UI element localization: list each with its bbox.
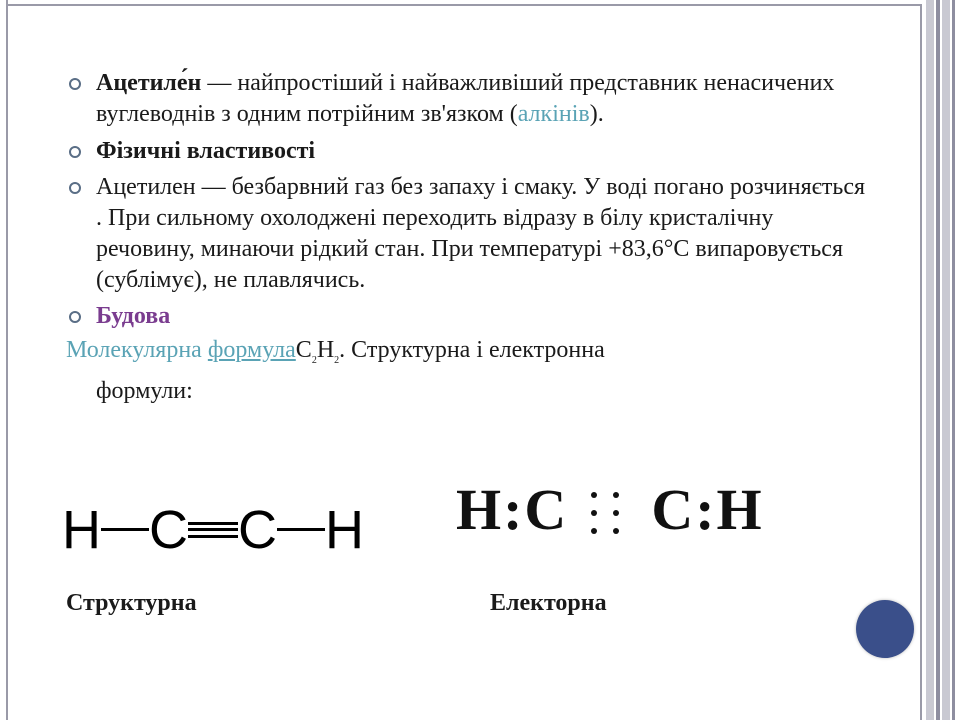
bullet-properties-text — [66, 172, 866, 296]
single-bond — [101, 528, 149, 531]
frame-top-line — [6, 4, 922, 6]
formula-sub: 2 — [311, 354, 317, 366]
term-acetylene: Ацетиле́н — [96, 70, 202, 96]
molecular-continuation: формули: — [96, 377, 193, 404]
bullet-definition — [66, 68, 866, 130]
definition-text: — найпростіший і найважливіший представник ненасичених вуглеводнів з одним потрійним зв'язком ( — [96, 70, 835, 127]
electronic-formula — [456, 478, 764, 546]
atom-h: H — [62, 500, 101, 560]
formula-sub: 2 — [334, 354, 340, 366]
molecular-formula-line — [66, 335, 866, 407]
decor-stripe — [952, 0, 955, 720]
frame-right-line — [920, 4, 922, 720]
bullet-icon — [69, 146, 81, 158]
decor-stripe — [936, 0, 940, 720]
slide-content — [66, 68, 866, 407]
heading-structure: Будова — [96, 303, 171, 329]
formula-link[interactable]: формула — [207, 337, 296, 363]
bullet-icon — [69, 182, 81, 194]
bullet-icon — [69, 311, 81, 323]
triple-bond — [188, 522, 238, 538]
nav-circle-button[interactable] — [856, 600, 914, 658]
shared-electron-dots — [585, 486, 635, 546]
bullet-structure — [66, 301, 866, 332]
decor-stripe — [926, 0, 934, 720]
electronic-label: Електорна — [490, 590, 607, 616]
alkynes-link[interactable]: алкінів — [517, 101, 590, 127]
bullet-icon — [69, 78, 81, 90]
bullet-physical-properties — [66, 136, 866, 167]
definition-end: ). — [589, 101, 604, 127]
decor-stripe — [942, 0, 950, 720]
properties-text: Ацетилен — безбарвний газ без запаху і смаку. У воді погано розчиняється . При сильному охолоджені переходить відразу в білу кристалічну речовину, минаючи рідкий стан. При температурі +83,6°C випаровується (сублімує), не плавлячись. — [96, 174, 866, 293]
single-bond — [277, 528, 325, 531]
structural-formula — [62, 500, 364, 560]
atom-h: H — [325, 500, 364, 560]
atom-c: C — [149, 500, 188, 560]
heading-physical-properties: Фізичні властивості — [96, 138, 316, 164]
formula-c: C — [295, 337, 312, 363]
formula-h: H — [316, 337, 335, 363]
atom-c: C — [238, 500, 277, 560]
molecular-rest: . Структурна і електронна — [339, 337, 605, 363]
molecular-link[interactable]: Молекулярна — [66, 337, 208, 363]
frame-left-line — [6, 0, 8, 720]
electronic-left: H:C — [456, 477, 569, 542]
electronic-right: C:H — [651, 477, 764, 542]
structural-label: Структурна — [66, 590, 197, 616]
